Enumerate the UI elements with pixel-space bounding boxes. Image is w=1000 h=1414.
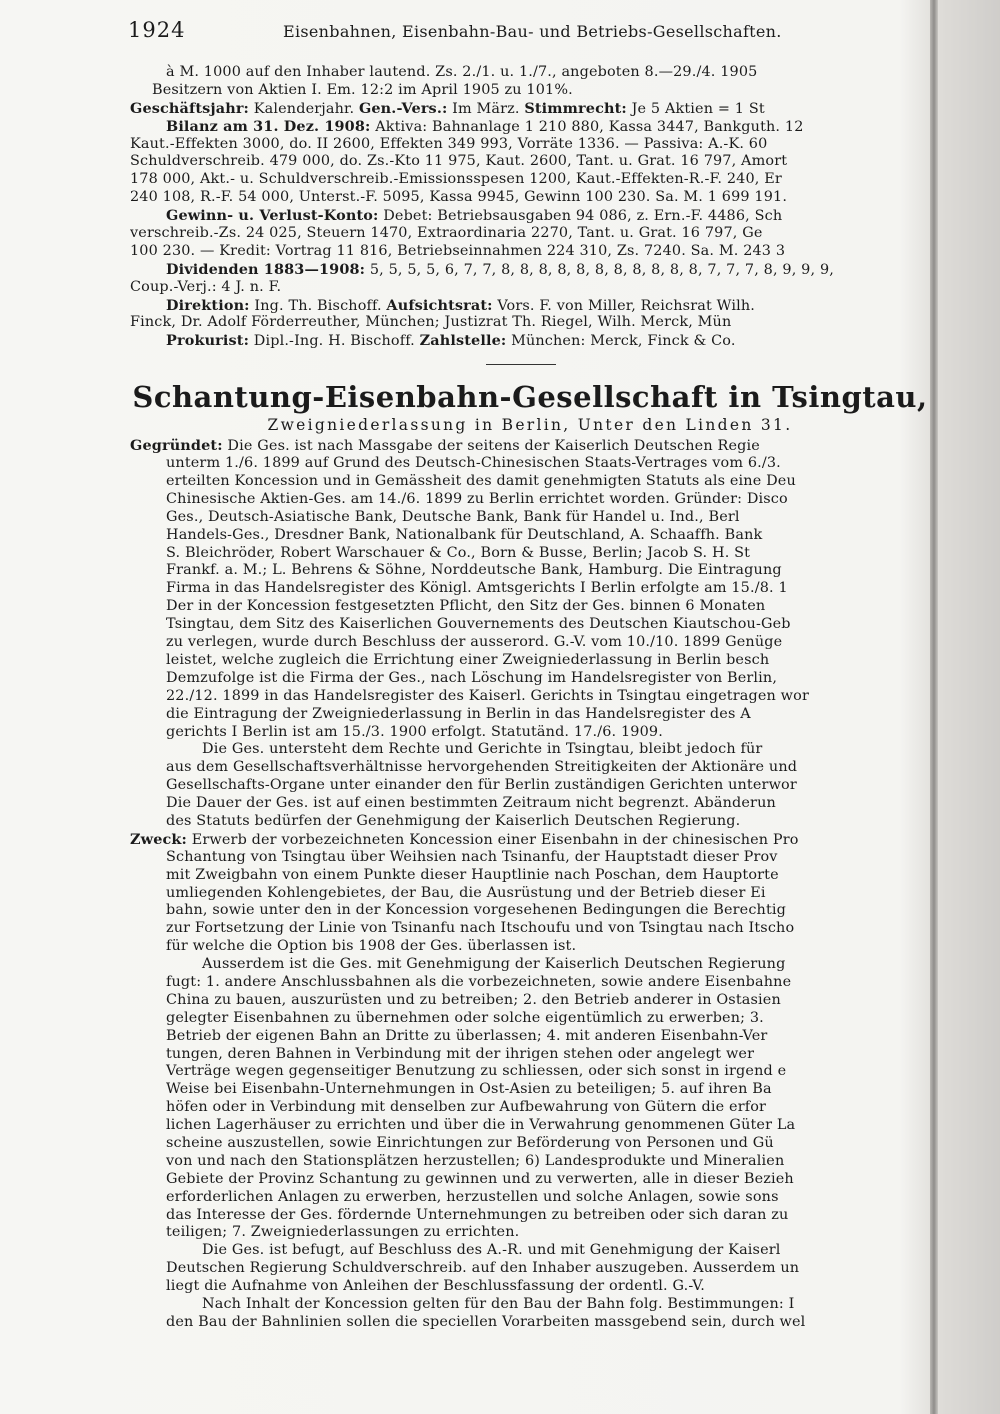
- proxy-label: Prokurist:: [166, 332, 250, 350]
- text-line: zu verlegen, wurde durch Beschluss der ausserord. G.-V. vom 10./10. 1899 Genüge: [166, 634, 783, 651]
- binding-gutter: [930, 0, 938, 1414]
- text-line: erteilten Koncession und in Gemässheit des damit genehmigten Statuts als eine Deu: [166, 473, 796, 490]
- text-line: 240 108, R.-F. 54 000, Unterst.-F. 5095, Kassa 9945, Gewinn 100 230. Sa. M. 1 699 191.: [130, 189, 788, 206]
- general-meeting-text: Im März.: [447, 100, 525, 117]
- purpose-label: Zweck:: [130, 830, 187, 848]
- supervisory-board-text: Vors. F. von Miller, Reichsrat Wilh.: [492, 297, 755, 314]
- text-line: die Eintragung der Zweigniederlassung in Berlin in das Handelsregister des A: [166, 705, 751, 722]
- purpose-line: [130, 831, 930, 849]
- text-line: teiligen; 7. Zweigniederlassungen zu errichten.: [166, 1224, 520, 1241]
- voting-right-label: Stimmrecht:: [524, 99, 627, 117]
- general-meeting-label: Gen.-Vers.:: [358, 99, 448, 117]
- text-line: lichen Lagerhäuser zu errichten und über die in Verwahrung genommenen Güter La: [166, 1117, 796, 1134]
- text-line: Nach Inhalt der Koncession gelten für den Bau der Bahn folg. Bestimmungen: I: [202, 1296, 795, 1312]
- running-title: Eisenbahnen, Eisenbahn-Bau- und Betriebs-Gesellschaften.: [283, 22, 782, 41]
- text-line: umliegenden Kohlengebietes, der Bau, die Ausrüstung und der Betrieb dieser Ei: [166, 884, 766, 901]
- text-line: liegt die Aufnahme von Anleihen der Beschlussfassung der ordentl. G.-V.: [166, 1278, 706, 1295]
- text-line: zur Fortsetzung der Linie von Tsinanfu nach Itschoufu und von Tsingtau nach Itscho: [166, 920, 795, 937]
- profit-loss-line: [130, 207, 930, 225]
- text-line: Finck, Dr. Adolf Förderreuther, München; Justizrat Th. Riegel, Wilh. Merck, Mün: [130, 314, 732, 331]
- purpose-text: Erwerb der vorbezeichneten Koncession einer Eisenbahn in der chinesischen Pro: [187, 831, 799, 848]
- text-line: Betrieb der eigenen Bahn an Dritte zu überlassen; 4. mit anderen Eisenbahn-Ver: [166, 1027, 768, 1044]
- text-line: tungen, deren Bahnen in Verbindung mit der ihrigen stehen oder angelegt wer: [166, 1045, 755, 1062]
- text-line: mit Zweigbahn von einem Punkte dieser Hauptlinie nach Poschan, dem Hauptorte: [166, 866, 779, 883]
- text-line: gelegter Eisenbahnen zu übernehmen oder solche eigentümlich zu erwerben; 3.: [166, 1009, 764, 1026]
- direction-text: Ing. Th. Bischoff.: [249, 297, 387, 314]
- dividends-line: [130, 261, 930, 279]
- text-line: Schuldverschreib. 479 000, do. Zs.-Kto 11 975, Kaut. 2600, Tant. u. Grat. 16 797, Amort: [130, 153, 788, 170]
- text-line: Ausserdem ist die Ges. mit Genehmigung der Kaiserlich Deutschen Regierung: [202, 956, 786, 973]
- text-line: Chinesische Aktien-Ges. am 14./6. 1899 zu Berlin errichtet worden. Gründer: Disco: [166, 490, 788, 507]
- text-line: Tsingtau, dem Sitz des Kaiserlichen Gouvernements des Deutschen Kiautschou-Geb: [166, 616, 791, 633]
- board-line: [130, 297, 930, 315]
- text-line: Gebiete der Provinz Schantung zu gewinnen und zu verwerten, alle in dieser Bezieh: [166, 1170, 794, 1187]
- voting-right-text: Je 5 Aktien = 1 St: [626, 100, 765, 117]
- text-line: à M. 1000 auf den Inhaber lautend. Zs. 2./1. u. 1./7., angeboten 8.—29./4. 1905: [166, 64, 758, 80]
- text-line: 100 230. — Kredit: Vortrag 11 816, Betriebseinnahmen 224 310, Zs. 7240. Sa. M. 243 3: [130, 242, 786, 259]
- text-line: Demzufolge ist die Firma der Ges., nach Löschung im Handelsregister von Berlin,: [166, 669, 778, 686]
- founded-label: Gegründet:: [130, 437, 223, 455]
- page-header: [128, 18, 928, 48]
- profit-loss-label: Gewinn- u. Verlust-Konto:: [166, 207, 379, 225]
- text-line: des Statuts bedürfen der Genehmigung der Kaiserlich Deutschen Regierung.: [166, 812, 741, 829]
- coupon-line: Coup.-Verj.: 4 J. n. F.: [130, 278, 282, 295]
- text-line: China zu bauen, auszurüsten und zu betreiben; 2. den Betrieb anderer in Ostasien: [166, 991, 781, 1008]
- text-line: verschreib.-Zs. 24 025, Steuern 1470, Extraordinaria 2270, Tant. u. Grat. 16 797, Ge: [130, 225, 763, 242]
- text-line: Frankf. a. M.; L. Behrens & Söhne, Norddeutsche Bank, Hamburg. Die Eintragung: [166, 562, 782, 579]
- text-line: Firma in das Handelsregister des Königl. Amtsgerichts I Berlin erfolgte am 15./8. 1: [166, 580, 788, 597]
- fiscal-year-label: Geschäftsjahr:: [130, 99, 250, 117]
- balance-text: Aktiva: Bahnanlage 1 210 880, Kassa 3447, Bankguth. 12: [370, 118, 804, 135]
- paying-agent-text: München: Merck, Finck & Co.: [506, 333, 736, 350]
- text-line: Schantung von Tsingtau über Weihsien nach Tsinanfu, der Hauptstadt dieser Prov: [166, 848, 778, 865]
- fiscal-year-text: Kalenderjahr.: [249, 100, 359, 117]
- text-line: für welche die Option bis 1908 der Ges. überlassen ist.: [166, 938, 577, 955]
- text-line: den Bau der Bahnlinien sollen die speciellen Vorarbeiten massgebend sein, durch wel: [166, 1313, 806, 1330]
- text-line: unterm 1./6. 1899 auf Grund des Deutsch-Chinesischen Staats-Vertrages vom 6./3.: [166, 455, 781, 472]
- text-line: Ges., Deutsch-Asiatische Bank, Deutsche Bank, Bank für Handel u. Ind., Berl: [166, 508, 740, 525]
- text-line: 22./12. 1899 in das Handelsregister des Kaiserl. Gerichts in Tsingtau eingetragen wor: [166, 687, 809, 704]
- text-line: Kaut.-Effekten 3000, do. II 2600, Effekten 349 993, Vorräte 1336. — Passiva: A.-K. 60: [130, 135, 768, 152]
- text-line: das Interesse der Ges. fördernde Unternehmungen zu betreiben oder sich daran zu: [166, 1206, 789, 1223]
- page-body: [130, 64, 930, 1332]
- text-line: scheine auszustellen, sowie Einrichtungen zur Beförderung von Personen und Gü: [166, 1134, 774, 1151]
- profit-loss-text: Debet: Betriebsausgaben 94 086, z. Ern.-F. 4486, Sch: [378, 208, 783, 225]
- text-line: Die Dauer der Ges. ist auf einen bestimmten Zeitraum nicht begrenzt. Abänderun: [166, 795, 776, 812]
- text-line: höfen oder in Verbindung mit denselben zur Aufbewahrung von Gütern die erfor: [166, 1099, 767, 1116]
- text-line: leistet, welche zugleich die Errichtung einer Zweigniederlassung in Berlin besch: [166, 651, 770, 668]
- founded-line: [130, 437, 930, 455]
- text-line: 178 000, Akt.- u. Schuldverschreib.-Emissionsspesen 1200, Kaut.-Effekten-R.-F. 240, Er: [130, 171, 782, 188]
- proxy-text: Dipl.-Ing. H. Bischoff.: [249, 333, 420, 350]
- text-line: Der in der Koncession festgesetzten Pflicht, den Sitz der Ges. binnen 6 Monaten: [166, 598, 766, 615]
- text-line: aus dem Gesellschaftsverhältnisse hervorgehenden Streitigkeiten der Aktionäre und: [166, 759, 798, 776]
- text-line: Die Ges. ist befugt, auf Beschluss des A.-R. und mit Genehmigung der Kaiserl: [202, 1242, 781, 1259]
- fiscal-year-line: [130, 100, 930, 118]
- text-line: gerichts I Berlin ist am 15./3. 1900 erfolgt. Statutänd. 17./6. 1909.: [166, 723, 663, 740]
- text-line: S. Bleichröder, Robert Warschauer & Co., Born & Busse, Berlin; Jacob S. H. St: [166, 544, 751, 561]
- balance-line: [130, 118, 930, 136]
- text-line: erforderlichen Anlagen zu erwerben, herzustellen und solche Anlagen, sowie sons: [166, 1188, 779, 1205]
- text-line: von und nach den Stationsplätzen herzustellen; 6) Landesprodukte und Mineralien: [166, 1152, 785, 1169]
- direction-label: Direktion:: [166, 296, 250, 314]
- text-line: fugt: 1. andere Anschlussbahnen als die vorbezeichneten, sowie andere Eisenbahne: [166, 973, 792, 990]
- text-line: Deutschen Regierung Schuldverschreib. auf den Inhaber auszugeben. Ausserdem un: [166, 1260, 800, 1277]
- dividends-text: 5, 5, 5, 5, 6, 7, 7, 8, 8, 8, 8, 8, 8, 8, 8, 8, 8, 8, 7, 7, 7, 8, 9, 9, 9,: [365, 261, 834, 278]
- founded-text: Die Ges. ist nach Massgabe der seitens der Kaiserlich Deutschen Regie: [222, 438, 760, 455]
- paying-agent-label: Zahlstelle:: [419, 332, 507, 350]
- text-line: Verträge wegen gegenseitiger Benutzung zu schliessen, oder sich sonst in irgend e: [166, 1063, 787, 1080]
- company-title: Schantung-Eisenbahn-Gesellschaft in Tsingtau,: [132, 380, 928, 415]
- supervisory-board-label: Aufsichtsrat:: [386, 296, 493, 314]
- text-line: Gesellschafts-Organe unter einander den für Berlin zuständigen Gerichten unterwor: [166, 777, 797, 794]
- entry-separator: [486, 364, 556, 365]
- dividends-label: Dividenden 1883—1908:: [166, 260, 366, 278]
- balance-label: Bilanz am 31. Dez. 1908:: [166, 117, 371, 135]
- proxy-line: [130, 332, 930, 350]
- text-line: bahn, sowie unter den in der Koncession vorgesehenen Bedingungen die Berechtig: [166, 902, 786, 919]
- text-line: Handels-Ges., Dresdner Bank, Nationalbank für Deutschland, A. Schaaffh. Bank: [166, 526, 763, 543]
- text-line: Die Ges. untersteht dem Rechte und Gerichte in Tsingtau, bleibt jedoch für: [202, 741, 763, 758]
- text-line: Weise bei Eisenbahn-Unternehmungen in Ost-Asien zu beteiligen; 5. auf ihren Ba: [166, 1081, 772, 1098]
- text-line: Besitzern von Aktien I. Em. 12:2 im April 1905 zu 101%.: [152, 81, 573, 98]
- company-subtitle: Zweigniederlassung in Berlin, Unter den Linden 31.: [267, 416, 793, 435]
- page-number: 1924: [128, 18, 186, 42]
